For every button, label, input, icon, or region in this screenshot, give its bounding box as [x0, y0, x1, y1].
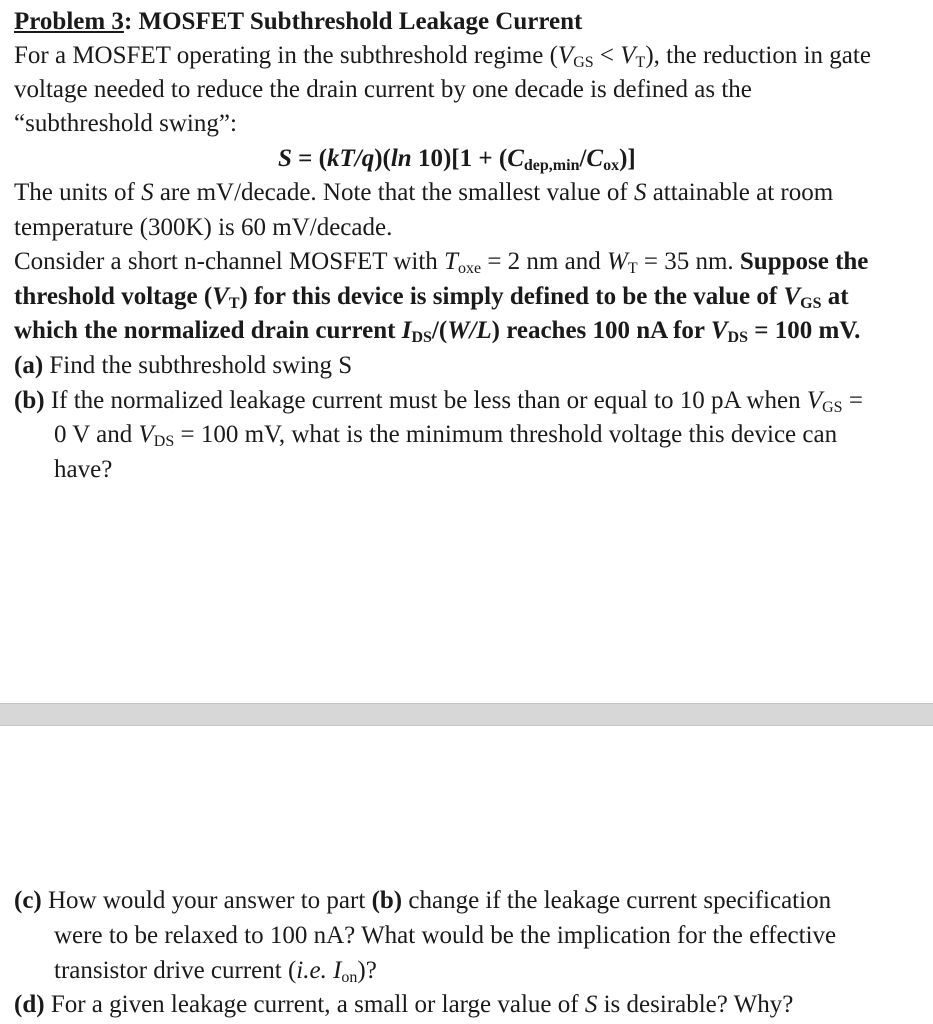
question-c-line-2: were to be relaxed to 100 nA? What would be the implication for the effective — [54, 922, 837, 949]
question-b-line-3: have? — [54, 456, 113, 483]
units-line-2: temperature (300K) is 60 mV/decade. — [14, 214, 393, 241]
question-c-line-3: transistor drive current (i.e. $I_{on}$)? — [54, 957, 377, 986]
units-line-1: The units of S are mV/decade. Note that the smallest value of S attainable at room — [14, 179, 834, 206]
subthreshold-swing-formula: S = (kT/q)(ln $10)[1 + (C_{dep,min}/C_{ox})]$ — [278, 145, 636, 174]
question-a-label: (a) — [14, 352, 44, 379]
page-separator — [0, 703, 933, 726]
question-d-label: (d) — [14, 991, 45, 1018]
question-a: (a) Find the subthreshold swing S — [14, 352, 353, 379]
document-page-bottom — [0, 726, 933, 1024]
consider-line-1: Consider a short n-channel MOSFET with $T_{oxe} = 2$ nm and $W_T = 35$ nm. Suppose the — [14, 248, 869, 277]
question-b-label: (b) — [14, 387, 45, 414]
intro-line-1: For a MOSFET operating in the subthreshold regime $(V_{GS} < V_T)$, the reduction in gate — [14, 42, 871, 71]
question-c-line-1: (c) How would your answer to part (b) change if the leakage current specification — [14, 887, 832, 914]
question-d: (d) For a given leakage current, a small or large value of S is desirable? Why? — [14, 991, 794, 1018]
question-c-label: (c) — [14, 887, 42, 914]
consider-line-3: which the normalized drain current $I_{DS}/(W/L)$ reaches 100 nA for $V_{DS} = 100$ mV. — [14, 317, 861, 346]
question-b-line-2: 0 V and $V_{DS} = 100$ mV, what is the minimum threshold voltage this device can — [54, 421, 838, 450]
intro-line-2: voltage needed to reduce the drain current by one decade is defined as the — [14, 76, 752, 103]
intro-line-3: “subthreshold swing”: — [14, 110, 237, 137]
problem-title: Problem 3: MOSFET Subthreshold Leakage Current — [14, 8, 583, 35]
question-b-line-1: (b) If the normalized leakage current must be less than or equal to 10 pA when $V_{GS}$ = — [14, 387, 863, 416]
consider-line-2: threshold voltage $(V_T)$ for this device is simply defined to be the value of $V_{GS}$ at — [14, 283, 849, 312]
